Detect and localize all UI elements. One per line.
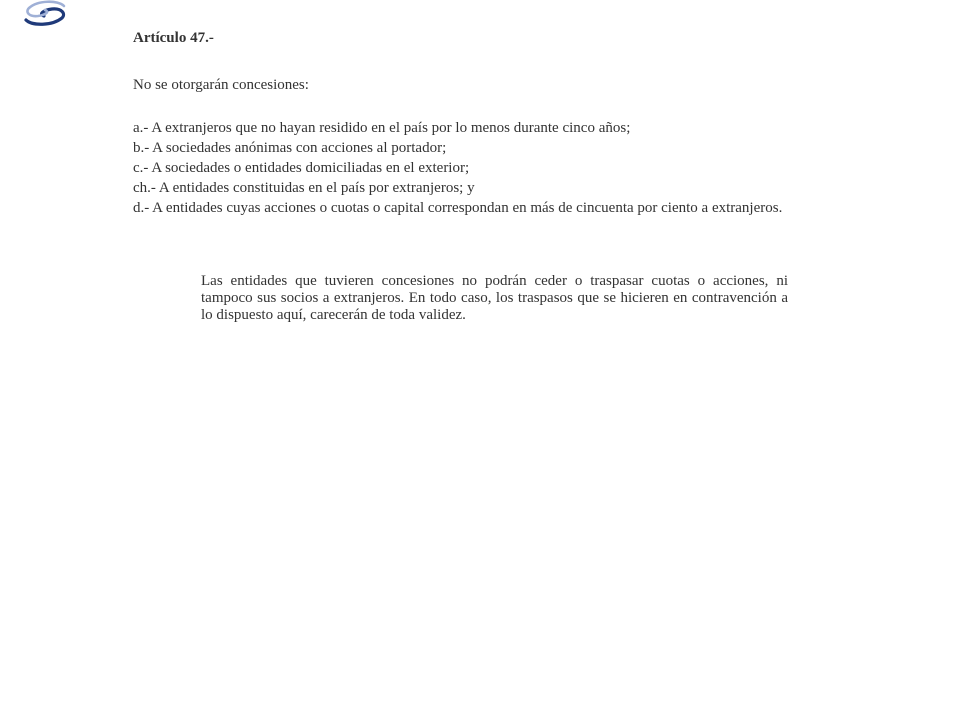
article-document	[133, 30, 788, 323]
list-item: a.- A extranjeros que no hayan residido en el país por lo menos durante cinco años;	[133, 120, 631, 136]
list-item: c.- A sociedades o entidades domiciliadas en el exterior;	[133, 160, 470, 176]
concession-exclusions-list	[133, 120, 788, 220]
list-item: b.- A sociedades anónimas con acciones al portador;	[133, 140, 447, 156]
article-intro: No se otorgarán concesiones:	[133, 77, 309, 93]
article-title: Artículo 47.-	[133, 30, 214, 46]
list-item: ch.- A entidades constituidas en el país por extranjeros; y	[133, 180, 475, 196]
list-item: d.- A entidades cuyas acciones o cuotas o capital correspondan en más de cincuenta por ciento a extranjeros.	[133, 200, 783, 216]
swirl-logo-icon	[22, 0, 68, 28]
closing-paragraph: Las entidades que tuvieren concesiones no podrán ceder o traspasar cuotas o acciones, ni tampoco sus socios a extranjeros. En todo caso, los traspasos que se hicieren en contravención a lo dispuesto aquí, carecerán de toda validez.	[201, 273, 788, 323]
